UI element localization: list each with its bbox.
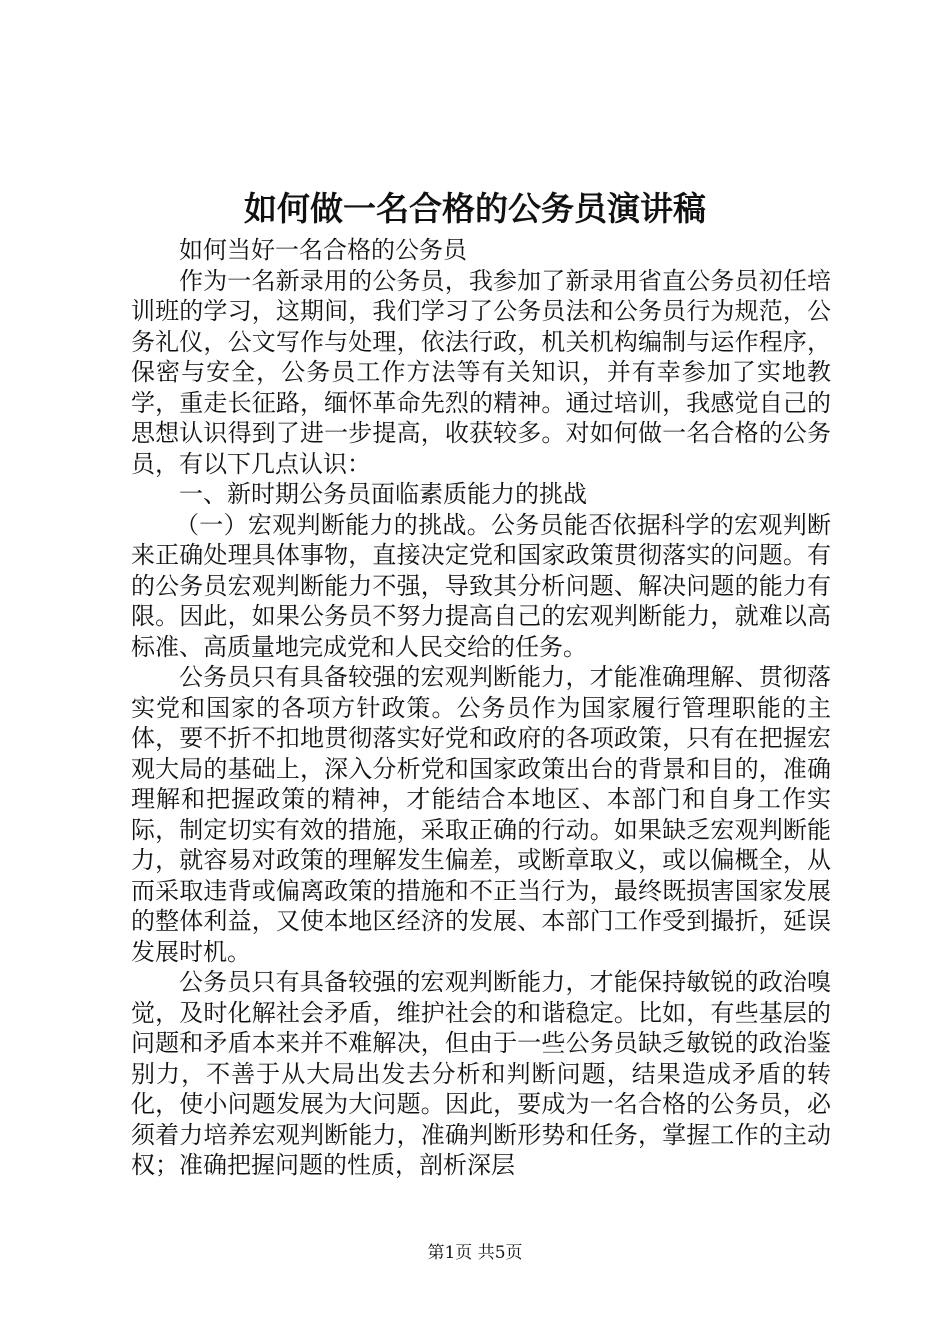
document-title: 如何做一名合格的公务员演讲稿 [244, 189, 706, 228]
paragraph-subtitle: 如何当好一名合格的公务员 [179, 236, 467, 264]
paragraph: 公务员只有具备较强的宏观判断能力，才能准确理解、贯彻落实党和国家的各项方针政策。公务员作为国家履行管理职能的主体，要不折不扣地贯彻落实好党和政府的各项政策，只有在把握宏观大局的基础上，深入分析党和国家政策出台的背景和目的，准确理解和把握政策的精神，才能结合本地区、本部门和自身工作实际，制定切实有效的措施，采取正确的行动。如果缺乏宏观判断能力，就容易对政策的理解发生偏差，或断章取义，或以偏概全，从而采取违背或偏离政策的措施和不正当行为，最终既损害国家发展的整体利益，又使本地区经济的发展、本部门工作受到撮折，延误发展时机。 [131, 663, 831, 966]
paragraph: 公务员只有具备较强的宏观判断能力，才能保持敏锐的政治嗅觉，及时化解社会矛盾，维护社会的和谐稳定。比如，有些基层的问题和矛盾本来并不难解决，但由于一些公务员缺乏敏锐的政治鉴别力，不善于从大局出发去分析和判断问题，结果造成矛盾的转化，使小问题发展为大问题。因此，要成为一名合格的公务员，必须着力培养宏观判断能力，准确判断形势和任务，掌握工作的主动权；准确把握问题的性质，剖析深层 [131, 968, 831, 1179]
paragraph-intro: 作为一名新录用的公务员，我参加了新录用省直公务员初任培训班的学习，这期间，我们学习了公务员法和公务员行为规范，公务礼仪，公文写作与处理，依法行政，机关机构编制与运作程序，保密与安全，公务员工作方法等有关知识，并有幸参加了实地教学，重走长征路，缅怀革命先烈的精神。通过培训，我感觉自己的思想认识得到了进一步提高，收获较多。对如何做一名合格的公务员，有以下几点认识： [131, 266, 831, 478]
document-body [131, 235, 831, 1181]
page-footer: 第1页 共5页 [427, 1243, 523, 1263]
subsection-paragraph: （一）宏观判断能力的挑战。公务员能否依据科学的宏观判断来正确处理具体事物，直接决定党和国家政策贯彻落实的问题。有的公务员宏观判断能力不强，导致其分析问题、解决问题的能力有限。因此，如果公务员不努力提高自己的宏观判断能力，就难以高标准、高质量地完成党和人民交给的任务。 [131, 510, 831, 661]
section-heading: 一、新时期公务员面临素质能力的挑战 [179, 480, 587, 508]
